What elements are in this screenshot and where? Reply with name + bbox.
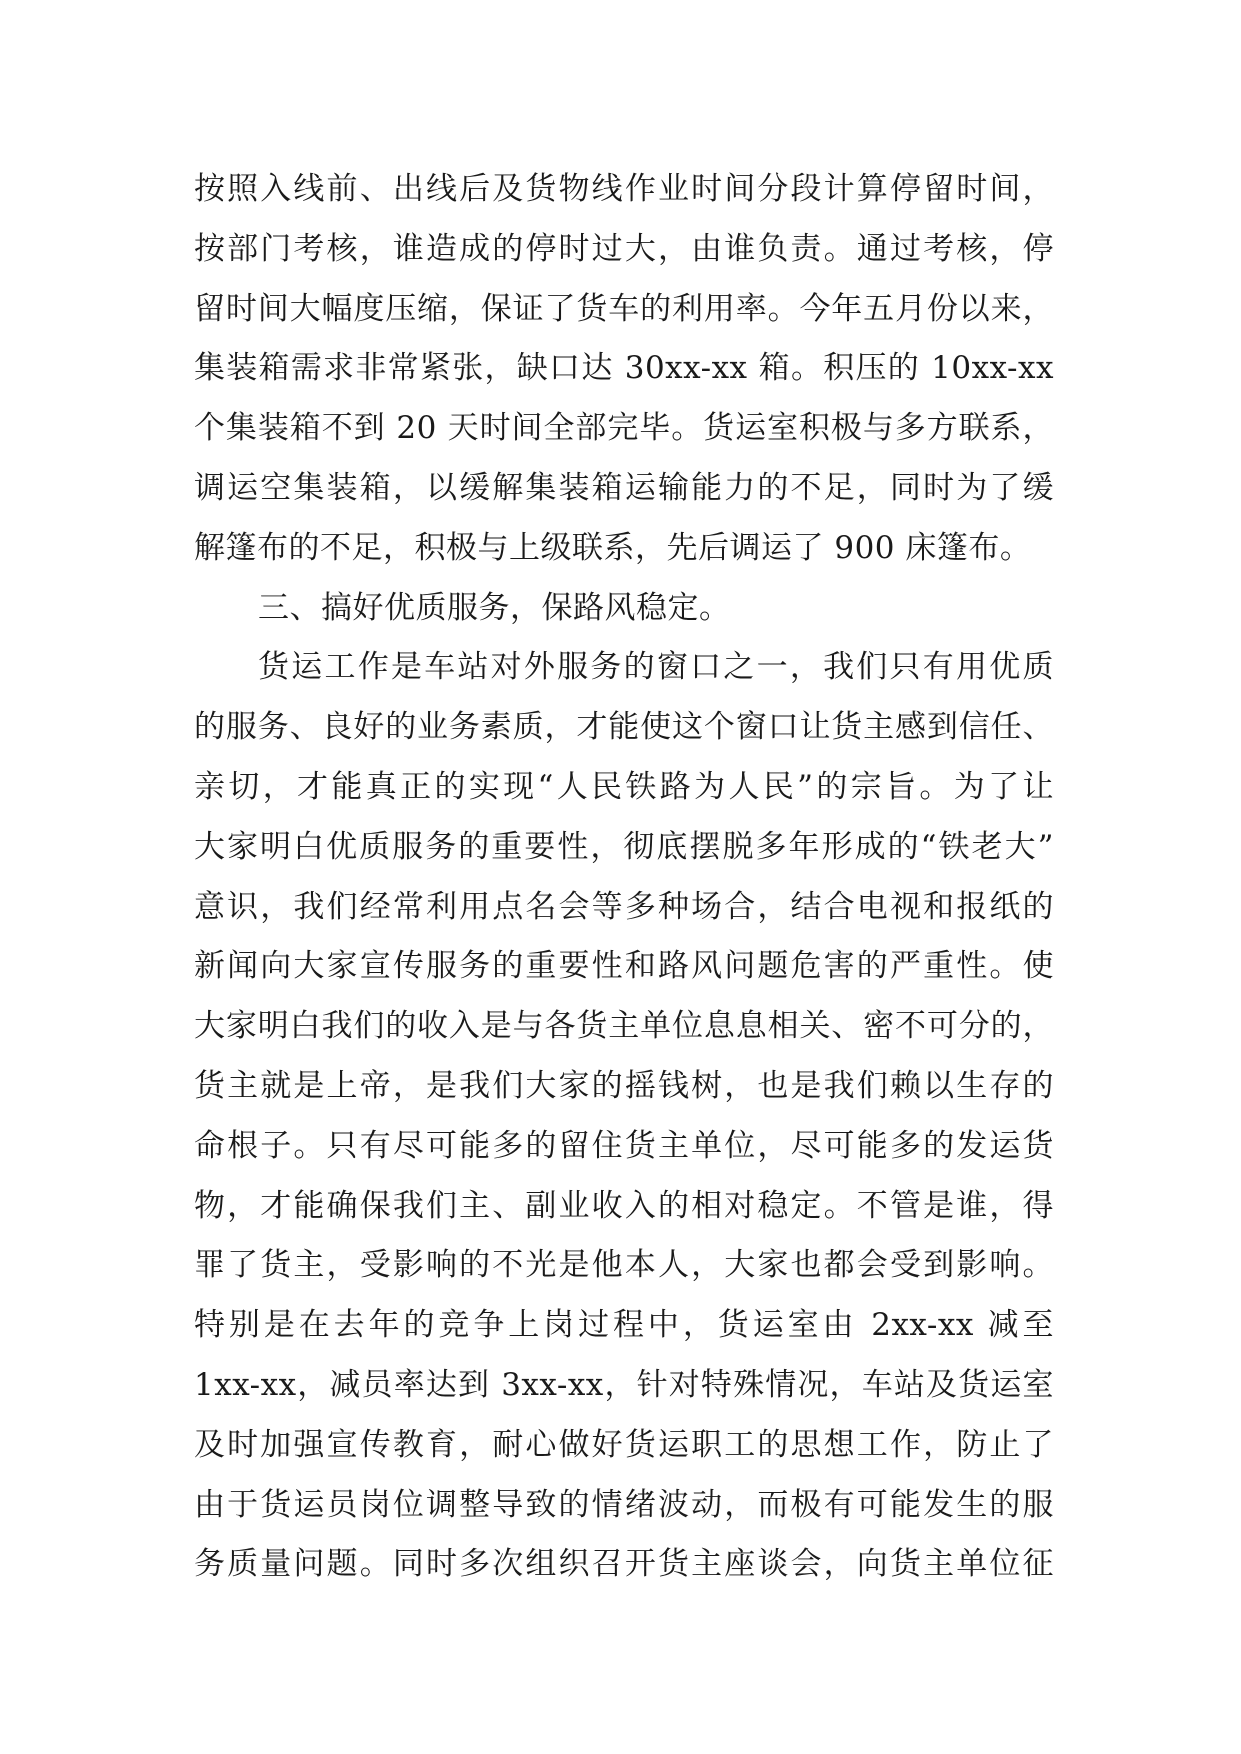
text-line: 留时间大幅度压缩，保证了货车的利用率。今年五月份以来， <box>194 290 1054 327</box>
text-line: 1xx-xx，减员率达到 3xx-xx，针对特殊情况，车站及货运室 <box>194 1366 1054 1403</box>
text-line: 解篷布的不足，积极与上级联系，先后调运了 900 床篷布。 <box>194 529 1032 566</box>
body-text <box>194 160 1054 1595</box>
text-line: 及时加强宣传教育，耐心做好货运职工的思想工作，防止了 <box>194 1426 1054 1463</box>
text-line: 大家明白我们的收入是与各货主单位息息相关、密不可分的， <box>194 1008 1054 1045</box>
text-line: 集装箱需求非常紧张，缺口达 30xx-xx 箱。积压的 10xx-xx <box>194 350 1054 387</box>
text-line: 亲切，才能真正的实现“人民铁路为人民”的宗旨。为了让 <box>194 768 1054 805</box>
text-line: 意识，我们经常利用点名会等多种场合，结合电视和报纸的 <box>194 888 1054 925</box>
text-line: 大家明白优质服务的重要性，彻底摆脱多年形成的“铁老大” <box>194 828 1054 865</box>
text-line: 特别是在去年的竞争上岗过程中，货运室由 2xx-xx 减至 <box>194 1307 1054 1344</box>
text-line: 货运工作是车站对外服务的窗口之一，我们只有用优质 <box>258 649 1054 686</box>
text-line: 新闻向大家宣传服务的重要性和路风问题危害的严重性。使 <box>194 948 1054 985</box>
text-line: 罪了货主，受影响的不光是他本人，大家也都会受到影响。 <box>194 1247 1054 1284</box>
text-line: 调运空集装箱，以缓解集装箱运输能力的不足，同时为了缓 <box>194 469 1054 506</box>
text-line: 的服务、良好的业务素质，才能使这个窗口让货主感到信任、 <box>194 709 1054 746</box>
text-line: 命根子。只有尽可能多的留住货主单位，尽可能多的发运货 <box>194 1127 1054 1164</box>
text-line: 个集装箱不到 20 天时间全部完毕。货运室积极与多方联系， <box>194 410 1054 447</box>
text-line: 由于货运员岗位调整导致的情绪波动，而极有可能发生的服 <box>194 1486 1054 1523</box>
text-line: 按照入线前、出线后及货物线作业时间分段计算停留时间， <box>194 171 1054 207</box>
text-line: 务质量问题。同时多次组织召开货主座谈会，向货主单位征 <box>194 1546 1054 1583</box>
text-line: 物，才能确保我们主、副业收入的相对稳定。不管是谁，得 <box>194 1187 1054 1224</box>
text-line: 货主就是上帝，是我们大家的摇钱树，也是我们赖以生存的 <box>194 1067 1054 1104</box>
section-heading: 三、搞好优质服务，保路风稳定。 <box>258 589 731 626</box>
text-line: 按部门考核，谁造成的停时过大，由谁负责。通过考核，停 <box>194 230 1054 267</box>
